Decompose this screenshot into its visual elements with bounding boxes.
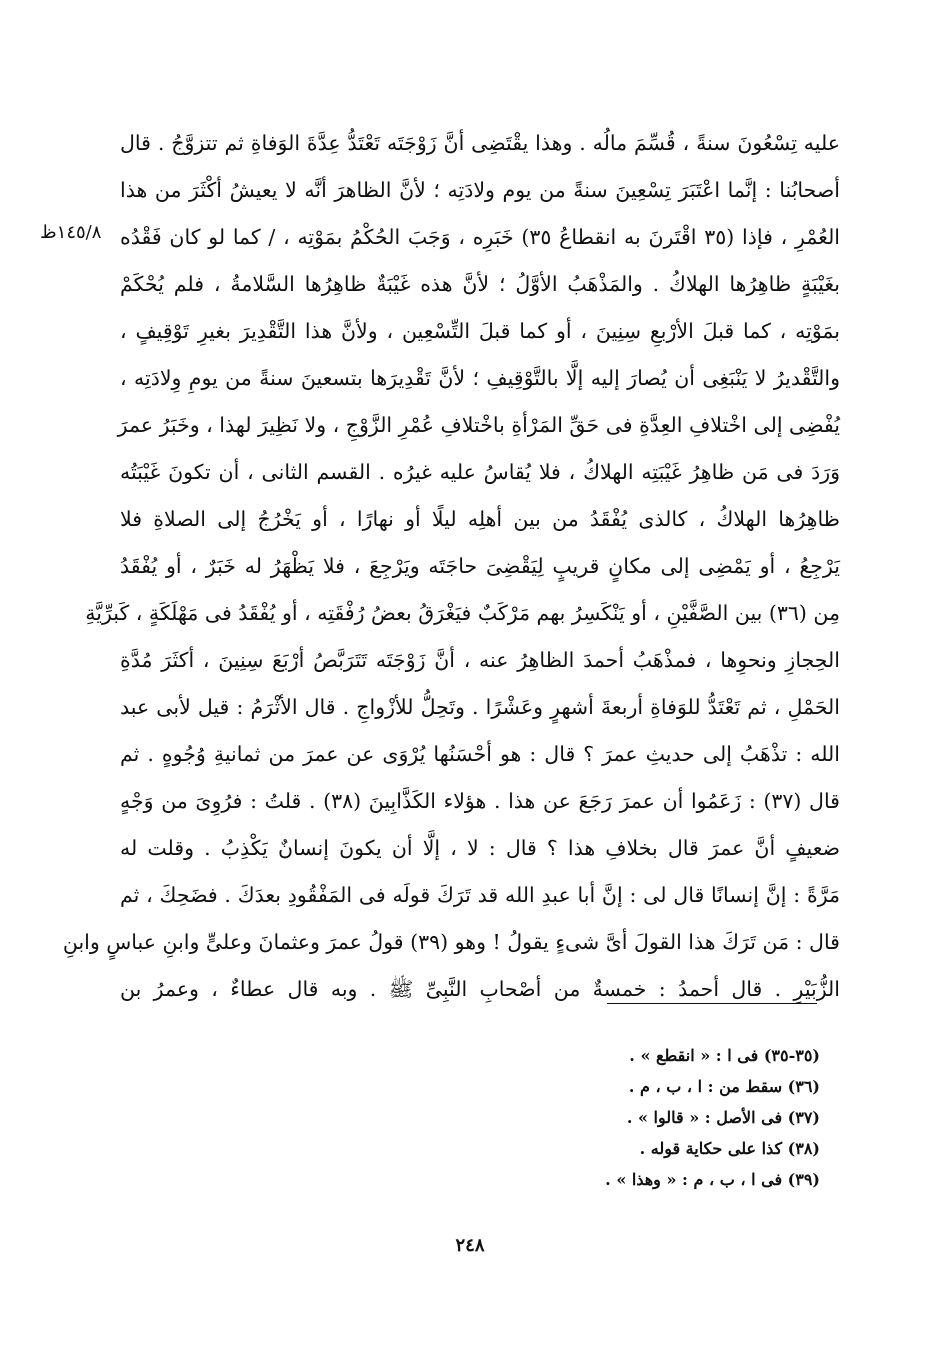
margin-folio-note: ١٤٥/٨ظ: [40, 222, 102, 243]
text-line: الحَمْلِ ، ثم تَعْتَدُّ للوَفاةِ أربعةَ أشهرٍ وعَشْرًا . وتَحِلُّ للأزْواجِ . قال الأثْرَمُ : قيل لأبى عبد: [120, 695, 840, 719]
text-line: قال (٣٧) : زَعَمُوا أن عمرَ رَجَعَ عن هذا . هؤلاء الكَذَّابِينَ (٣٨) . قلتُ : فرُوِىَ من وَجْهٍ: [120, 789, 840, 813]
footnote-item: (٣٧) فى الأصل : « قالوا » .: [626, 1108, 820, 1127]
text-line: مَرَّةً : إنَّ إنسانًا قال لى : إنَّ أبا عبدِ الله قد تَرَكَ قولَه فى المَفْقُودِ بعدَكَ . فضَحِكَ ، ثم: [120, 883, 840, 907]
text-line: قال : مَن تَرَكَ هذا القولَ أىَّ شىءٍ يقولُ ! وهو (٣٩) قولُ عمرَ وعثمانَ وعلىٍّ وابنِ عباسٍ وابنِ: [62, 930, 840, 954]
text-line: الله : تذْهَبُ إلى حديثِ عمرَ ؟ قال : هو أحْسَنُها يُرْوَى عن عمرَ من ثمانيةِ وُجُوهٍ . ثم: [120, 742, 840, 766]
text-line: وَرَدَ فى مَن ظاهِرُ غَيْبَتِه الهلاكُ ، فلا يُقاسُ عليه غيرُه . القسم الثانى ، أن تكونَ غَيْبَتُه: [120, 460, 840, 484]
text-line: مِن (٣٦) بين الصَّفَّيْنِ ، أو يَنْكَسِرُ بهم مَرْكَبٌ فيَغْرَقُ بعضُ رُفْقَتِه ، أو يُفْقَدُ فى مَهْلَكَةٍ ، كَبرِّيَّةِ: [85, 601, 840, 625]
text-line: ظاهِرُها الهلاكُ ، كالذى يُفْقَدُ من بين أهلِه ليلًا أو نهارًا ، أو يَخْرُجُ إلى الصلاةِ فلا: [120, 507, 840, 531]
footnote-item: (٣٨) كذا على حكاية قوله .: [639, 1139, 820, 1158]
footnote-separator-rule: [607, 1003, 817, 1004]
text-line: الحِجازِ ونحوِها ، فمذْهَبُ أحمدَ الظاهِرُ عنه ، أنَّ زَوْجَتَه تَتَرَبَّصُ أرْبَعَ سِنِينَ ، أكثَرَ مُدَّةِ: [120, 648, 840, 672]
text-line: بمَوْتِه ، كما قبلَ الأرْبعِ سِنِينَ ، أو كما قبلَ التِّسْعِين ، ولأنَّ هذا التَّقْدِيرَ بغيرِ تَوْقِيفٍ ،: [120, 319, 840, 343]
footnote-item: (٣٥-٣٥) فى ا : « انقطع » .: [629, 1046, 820, 1065]
text-line: بغَيْبَةٍ ظاهِرُها الهلاكُ . والمَذْهَبُ الأوَّلُ ؛ لأنَّ هذه غَيْبَةٌ ظاهِرُها السَّلامةُ ، فلم يُحْكَمْ: [120, 272, 840, 296]
footnotes-block: [560, 1040, 820, 1195]
footnote-item: (٣٩) فى ا ، ب ، م : « وهذا » .: [605, 1170, 820, 1189]
text-line: يَرْجِعُ ، أو يَمْضِى إلى مكانٍ قريبٍ لِيَقْضِىَ حاجَتَه ويَرْجِعَ ، فلا يَظْهَرُ له خَبَرٌ ، أو يُفْقَدُ: [120, 554, 840, 578]
footnote-item: (٣٦) سقط من : ا ، ب ، م .: [628, 1077, 820, 1096]
page-number: ٢٤٨: [455, 1235, 485, 1256]
text-line: الزُّبَيْرِ . قال أحمدُ : خمسةٌ من أصْحابِ النَّبِىِّ ﷺ . وبه قال عطاءٌ ، وعمرُ بن: [120, 977, 840, 1001]
text-line: العُمْرِ ، فإذا (٣٥ اقْتَرنَ به انقطاعُ ٣٥) خَبَرِه ، وَجَبَ الحُكْمُ بمَوْتِه ، / كما لو كان فَقْدُه: [120, 225, 841, 249]
text-line: يُفْضِى إلى اخْتلافِ العِدَّةِ فى حَقِّ المَرْأةِ باخْتلافِ عُمْرِ الزَّوْجِ ، ولا نَظِيرَ لهذا ، وخَبَرُ عمرَ: [117, 413, 840, 437]
text-line: والتَّقْديرُ لا يَنْبَغِى أن يُصارَ إليه إلَّا بالتَّوْقِيفِ ؛ لأنَّ تَقْدِيرَها بتسعينَ سنةً من يومِ وِلادَتِه ،: [120, 366, 840, 390]
text-line: أصحابُنا : إنَّما اعْتَبَرَ تِسْعِينَ سنةً من يوم ولادَتِه ؛ لأنَّ الظاهرَ أنَّه لا يعيشُ أكْثَرَ من هذا: [120, 178, 840, 202]
text-line: عليه تِسْعُونَ سنةً ، قُسِّمَ مالُه . وهذا يقْتَضِى أنَّ زَوْجَتَه تَعْتَدُّ عِدَّةَ الوَفاةِ ثم تتزوَّجُ . قال: [120, 131, 840, 155]
text-line: ضعيفٍ أنَّ عمرَ قال بخلافِ هذا ؟ قال : لا ، إلَّا أن يكونَ إنسانٌ يَكْذِبُ . وقلت له: [120, 836, 840, 860]
